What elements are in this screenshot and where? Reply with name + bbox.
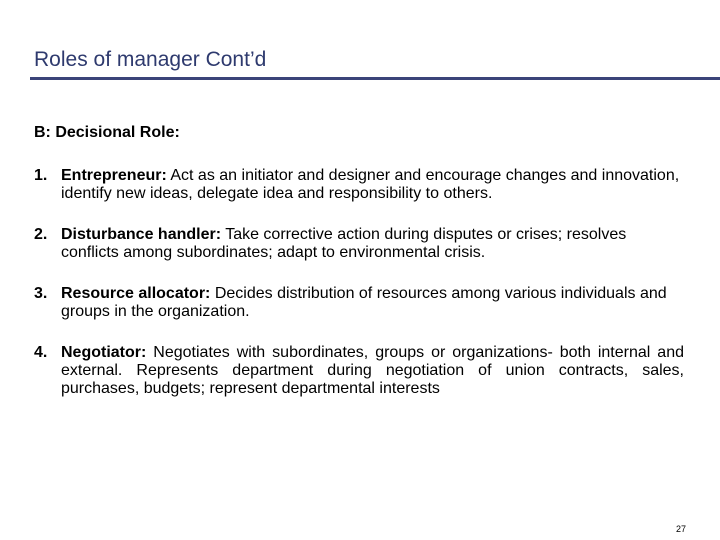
item-description: Negotiates with subordinates, groups or organizations- both internal and external. Represents department during negotiation of union contracts, sales, purchases, budgets; represent departmental interests [61,344,684,397]
item-number: 3. [34,285,48,302]
item-number: 2. [34,226,48,243]
role-list [34,167,684,421]
list-item-negotiator [34,344,684,398]
list-item-resource-allocator [34,285,684,321]
list-item-entrepreneur [34,167,684,203]
item-description: Take corrective action during disputes or crises; resolves conflicts among subordinates; adapt to environmental crisis. [61,226,627,261]
section-heading: B: Decisional Role: [34,124,180,141]
item-number: 4. [34,344,48,361]
list-item-disturbance-handler [34,226,684,262]
item-term: Negotiator: [61,344,147,361]
item-term: Entrepreneur: [61,167,167,184]
item-number: 1. [34,167,48,184]
item-description: Decides distribution of resources among various individuals and groups in the organization. [61,285,667,320]
slide-title: Roles of manager Cont’d [34,48,267,71]
item-term: Disturbance handler: [61,226,222,243]
item-term: Resource allocator: [61,285,211,302]
page-number: 27 [676,524,687,534]
title-underline [30,77,720,80]
item-description: Act as an initiator and designer and encourage changes and innovation, identify new ideas, delegate idea and responsibility to others. [61,167,680,202]
